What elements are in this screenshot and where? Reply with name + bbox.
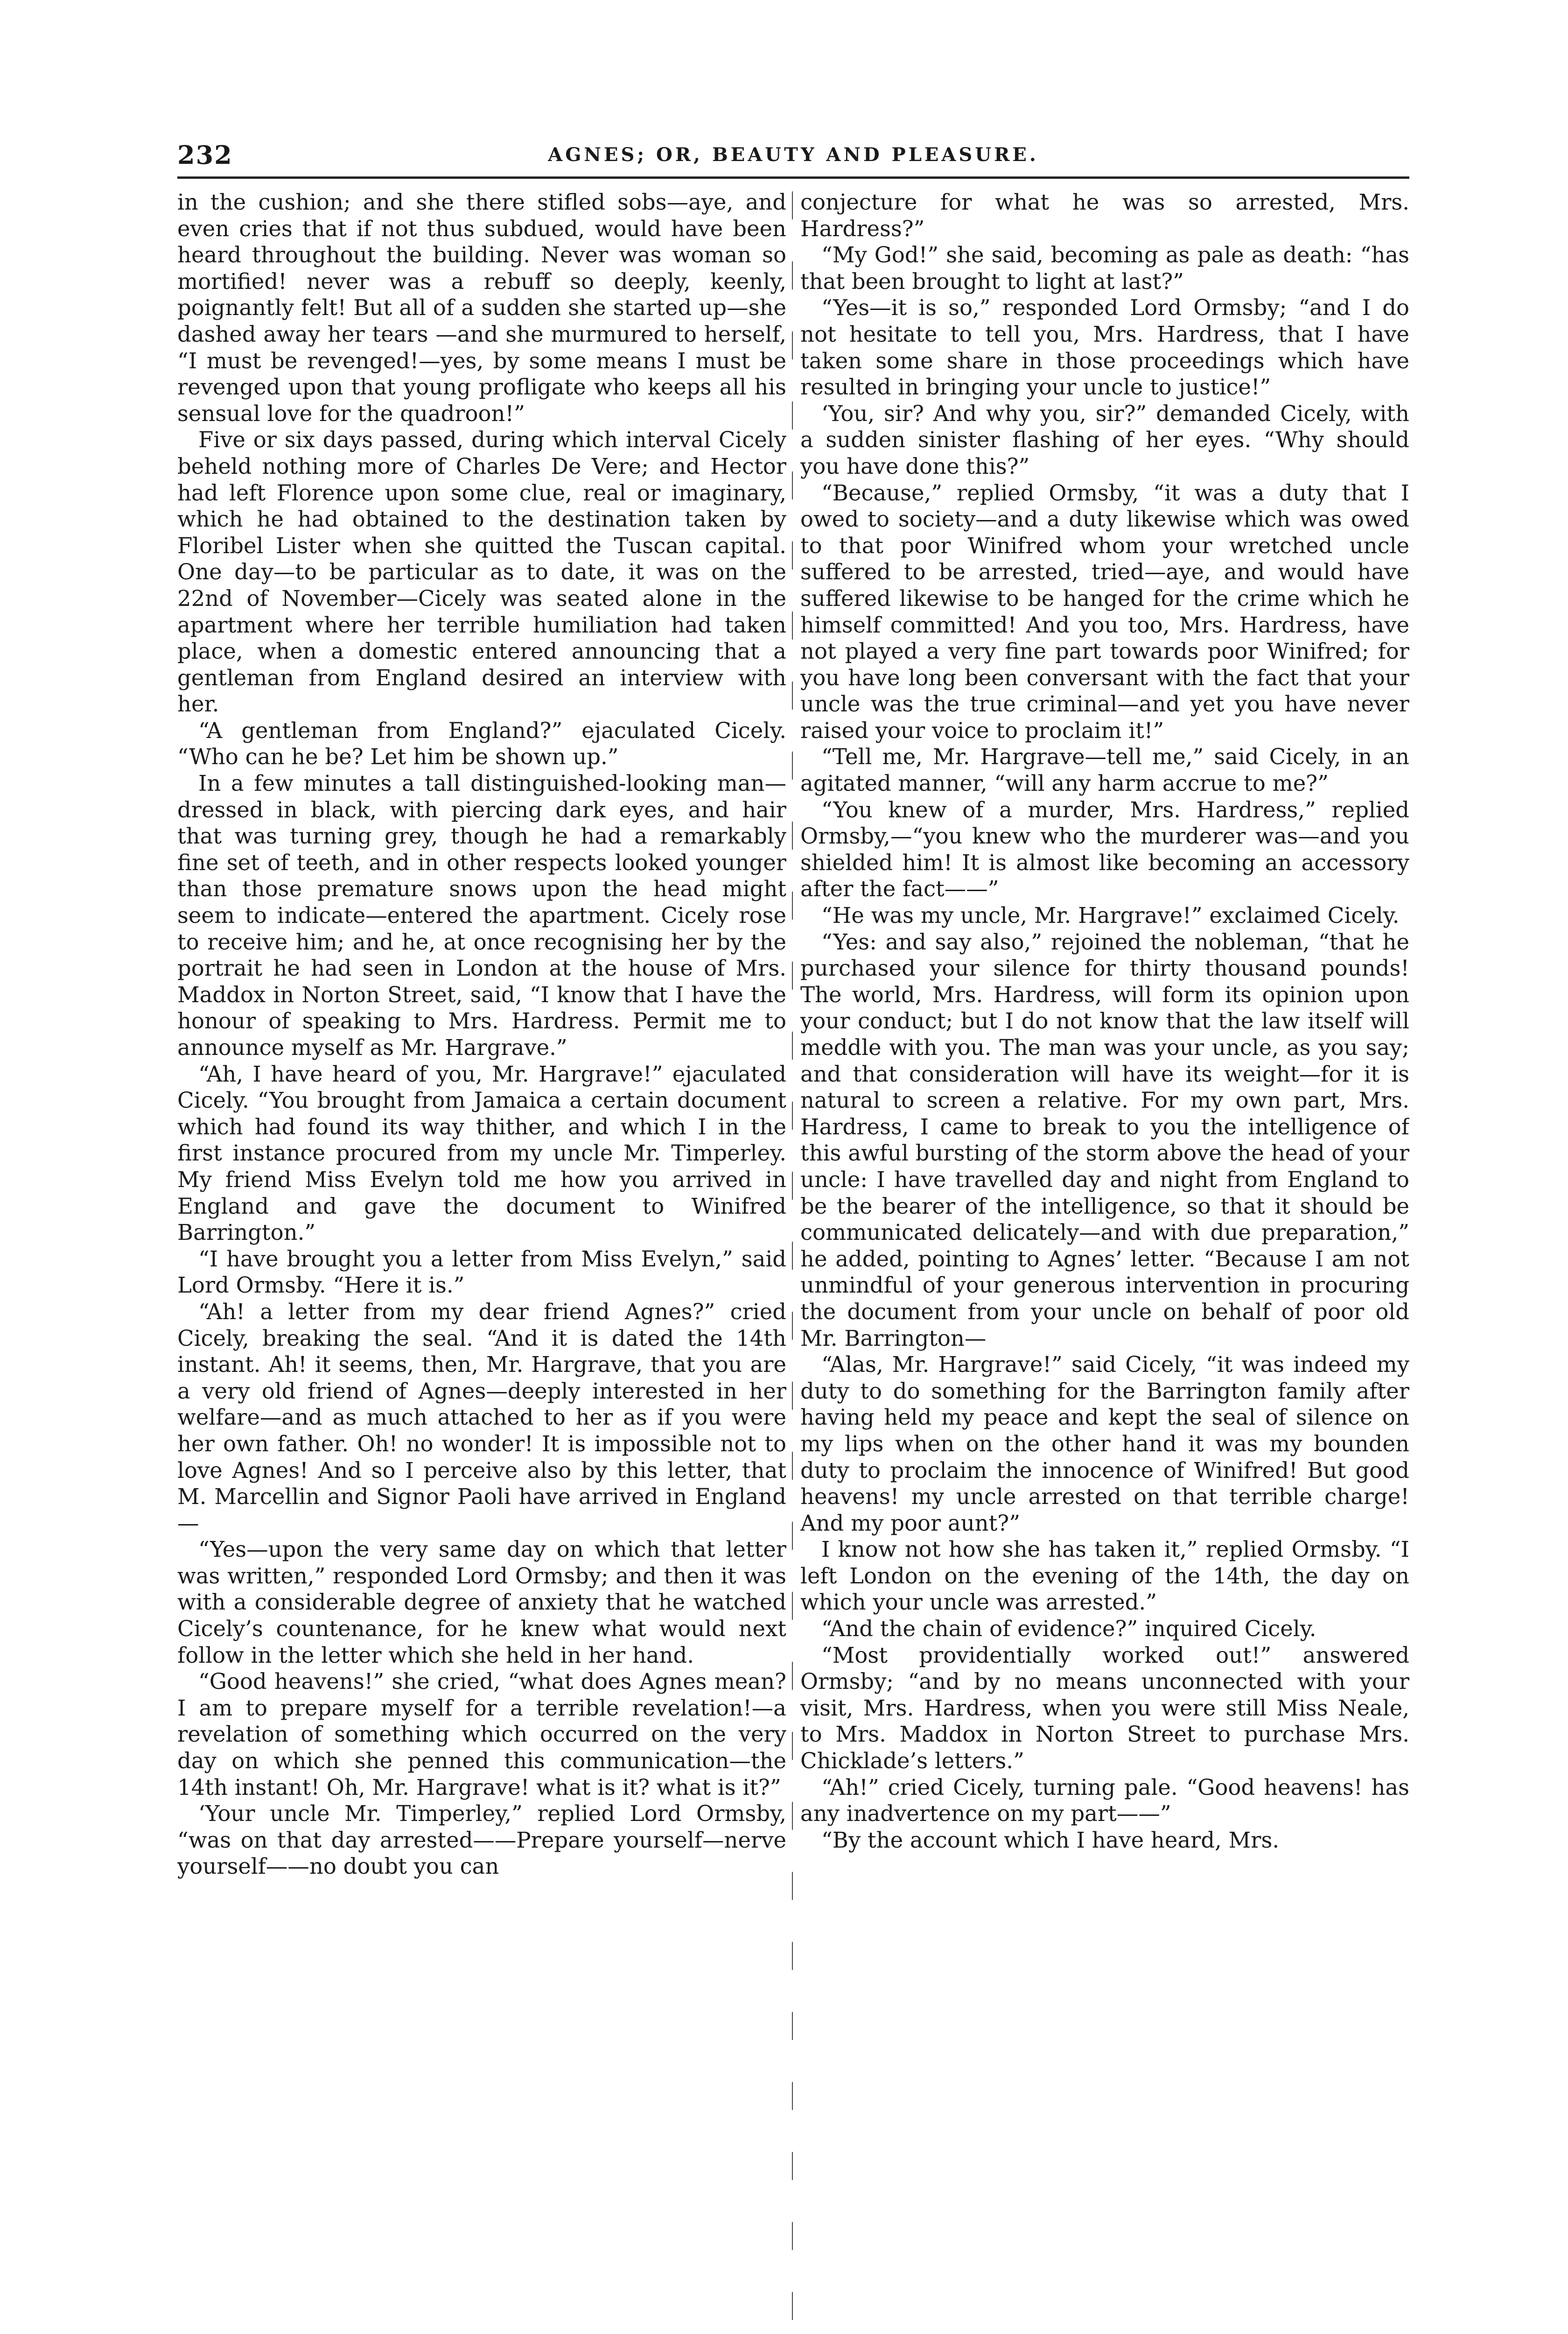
paragraph: ‘Your uncle Mr. Timperley,” replied Lord Ormsby, “was on that day arrested——Prepare yourself—nerve yourself——no doubt you can (177, 1801, 786, 1879)
paragraph: “Good heavens!” she cried, “what does Agnes mean? I am to prepare myself for a terrible revelation!—a revelation of something which occurred on the very day on which she penned this communication—the 14th instant! Oh, Mr. Hargrave! what is it? what is it?” (177, 1669, 786, 1800)
column-divider (792, 191, 793, 2320)
paragraph: “Yes—it is so,” responded Lord Ormsby; “and I do not hesitate to tell you, Mrs. Hardress, that I have taken some share in those proceedings which have resulted in bringing your uncle to justice!” (800, 295, 1409, 400)
header-rule (177, 176, 1409, 179)
page-header (177, 140, 1409, 173)
paragraph: in the cushion; and she there stifled sobs—aye, and even cries that if not thus subdued, would have been heard throughout the building. Never was woman so mortified! never was a rebuff so deeply, keenly, poignantly felt! But all of a sudden she started up—she dashed away her tears —and she murmured to herself, “I must be revenged!—yes, by some means I must be revenged upon that young profligate who keeps all his sensual love for the quadroon!” (177, 190, 786, 426)
paragraph: “Ah, I have heard of you, Mr. Hargrave!” ejaculated Cicely. “You brought from Jamaica a certain document which had found its way thither, and which I in the first instance procured from my uncle Mr. Timperley. My friend Miss Evelyn told me how you arrived in England and gave the document to Winifred Barrington.” (177, 1061, 786, 1245)
paragraph: “My God!” she said, becoming as pale as death: “has that been brought to light at last?” (800, 242, 1409, 294)
paragraph: “Most providentially worked out!” answered Ormsby; “and by no means unconnected with your visit, Mrs. Hardress, when you were still Miss Neale, to Mrs. Maddox in Norton Street to purchase Mrs. Chicklade’s letters.” (800, 1642, 1409, 1774)
paragraph: Five or six days passed, during which interval Cicely beheld nothing more of Charles De Vere; and Hector had left Florence upon some clue, real or imaginary, which he had obtained to the destination taken by Floribel Lister when she quitted the Tuscan capital. One day—to be particular as to date, it was on the 22nd of November—Cicely was seated alone in the apartment where her terrible humiliation had taken place, when a domestic entered announcing that a gentleman from England desired an interview with her. (177, 427, 786, 717)
paragraph: “By the account which I have heard, Mrs. (821, 1827, 1280, 1853)
paragraph: “Yes—upon the very same day on which that letter was written,” responded Lord Ormsby; and then it was with a considerable degree of anxiety that he watched Cicely’s countenance, for he knew what would next follow in the letter which she held in her hand. (177, 1537, 786, 1668)
page-number: 232 (177, 140, 233, 170)
paragraph: “Yes: and say also,” rejoined the nobleman, “that he purchased your silence for thirty thousand pounds! The world, Mrs. Hardress, will form its opinion upon your conduct; but I do not know that the law itself will meddle with you. The man was your uncle, as you say; and that consideration will have its weight—for it is natural to screen a relative. For my own part, Mrs. Hardress, I came to break to you the intelligence of this awful bursting of the storm above the head of your uncle: I have travelled day and night from England to be the bearer of the intelligence, so that it should be communicated delicately—and with due preparation,” he added, pointing to Agnes’ letter. “Because I am not unmindful of your generous intervention in procuring the document from your uncle on behalf of poor old Mr. Barrington— (800, 929, 1409, 1351)
right-column (800, 189, 1409, 2329)
paragraph: “Tell me, Mr. Hargrave—tell me,” said Cicely, in an agitated manner, “will any harm accrue to me?” (800, 744, 1409, 796)
paragraph: “You knew of a murder, Mrs. Hardress,” replied Ormsby,—“you knew who the murderer was—and you shielded him! It is almost like becoming an accessory after the fact——” (800, 797, 1409, 902)
paragraph: ‘You, sir? And why you, sir?” demanded Cicely, with a sudden sinister flashing of her eyes. “Why should you have done this?” (800, 401, 1409, 479)
paragraph: I know not how she has taken it,” replied Ormsby. “I left London on the evening of the 14th, the day on which your uncle was arrested.” (800, 1537, 1409, 1615)
paragraph: “Ah!” cried Cicely, turning pale. “Good heavens! has any inadvertence on my part——” (800, 1774, 1409, 1827)
paragraph: “Alas, Mr. Hargrave!” said Cicely, “it was indeed my duty to do something for the Barrington family after having held my peace and kept the seal of silence on my lips when on the other hand it was my bounden duty to proclaim the innocence of Winifred! But good heavens! my uncle arrested on that terrible charge! And my poor aunt?” (800, 1352, 1409, 1536)
paragraph: “Because,” replied Ormsby, “it was a duty that I owed to society—and a duty likewise which was owed to that poor Winifred whom your wretched uncle suffered to be arrested, tried—aye, and would have suffered likewise to be hanged for the crime which he himself committed! And you too, Mrs. Hardress, have not played a very fine part towards poor Winifred; for you have long been conversant with the fact that your uncle was the true criminal—and yet you have never raised your voice to proclaim it!” (800, 480, 1409, 743)
paragraph: “I have brought you a letter from Miss Evelyn,” said Lord Ormsby. “Here it is.” (177, 1246, 786, 1298)
paragraph: “Ah! a letter from my dear friend Agnes?” cried Cicely, breaking the seal. “And it is dated the 14th instant. Ah! it seems, then, Mr. Hargrave, that you are a very old friend of Agnes—deeply interested in her welfare—and as much attached to her as if you were her own father. Oh! no wonder! It is impossible not to love Agnes! And so I perceive also by this letter, that M. Marcellin and Signor Paoli have arrived in England— (177, 1299, 786, 1536)
paragraph: In a few minutes a tall distinguished-looking man—dressed in black, with piercing dark eyes, and hair that was turning grey, though he had a remarkably fine set of teeth, and in other respects looked younger than those premature snows upon the head might seem to indicate—entered the apartment. Cicely rose to receive him; and he, at once recognising her by the portrait he had seen in London at the house of Mrs. Maddox in Norton Street, said, “I know that I have the honour of speaking to Mrs. Hardress. Permit me to announce myself as Mr. Hargrave.” (177, 771, 786, 1060)
left-column (177, 189, 786, 2329)
running-head: AGNES; OR, BEAUTY AND PLEASURE. (548, 144, 1039, 166)
paragraph: “He was my uncle, Mr. Hargrave!” exclaimed Cicely. (821, 903, 1400, 928)
paragraph: conjecture for what he was so arrested, Mrs. Hardress?” (800, 190, 1409, 241)
paragraph: “A gentleman from England?” ejaculated Cicely. “Who can he be? Let him be shown up.” (177, 717, 786, 770)
paragraph: “And the chain of evidence?” inquired Cicely. (821, 1616, 1316, 1642)
